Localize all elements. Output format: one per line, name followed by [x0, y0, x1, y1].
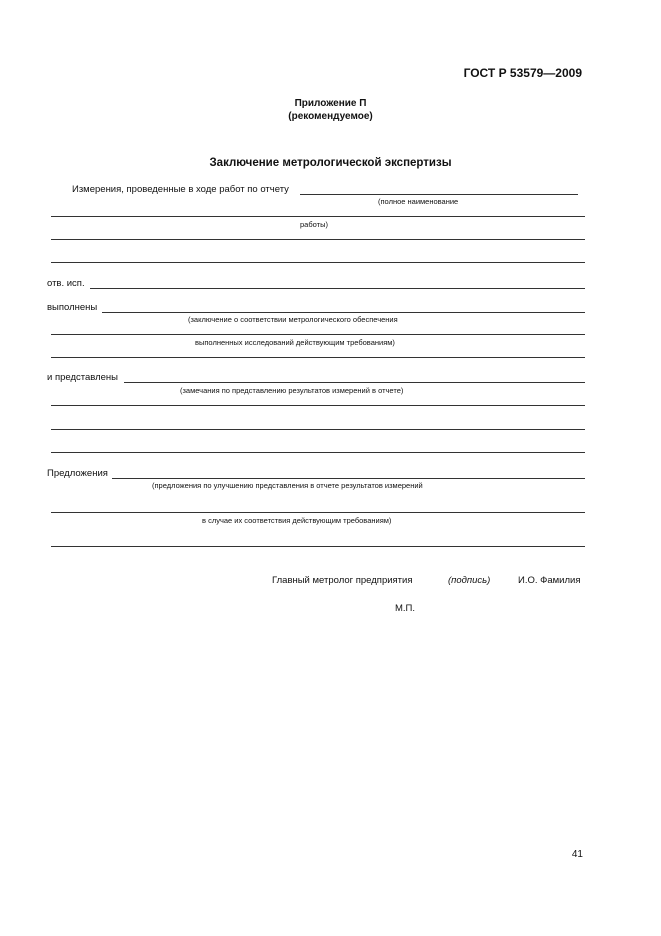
- report-field-line[interactable]: [300, 194, 578, 195]
- proposals-field-line[interactable]: [112, 478, 585, 479]
- hint-remarks: (замечания по представлению результатов измерений в отчете): [180, 386, 404, 395]
- hint-conclusion-2: выполненных исследований действующим требованиям): [195, 338, 395, 347]
- appendix-type: (рекомендуемое): [288, 111, 373, 122]
- stamp-place: М.П.: [395, 603, 416, 614]
- hint-work: работы): [300, 220, 328, 229]
- resp-label: отв. исп.: [47, 278, 85, 289]
- hint-proposals: (предложения по улучшению представления в отчете результатов измерений: [152, 481, 423, 490]
- proposals-field-line-2[interactable]: [51, 512, 585, 513]
- resp-field-line[interactable]: [90, 288, 585, 289]
- signature-name: И.О. Фамилия: [518, 575, 581, 586]
- blank-line-3[interactable]: [51, 357, 585, 358]
- performed-label: выполнены: [47, 302, 98, 313]
- blank-line-7[interactable]: [51, 546, 585, 547]
- performed-field-line[interactable]: [102, 312, 585, 313]
- presented-field-line[interactable]: [124, 382, 585, 383]
- standard-number: ГОСТ Р 53579—2009: [463, 66, 582, 80]
- signature-position: Главный метролог предприятия: [272, 575, 413, 586]
- signature-sign: (подпись): [448, 575, 491, 586]
- hint-conclusion: (заключение о соответствии метрологического обеспечения: [188, 315, 398, 324]
- measurements-label: Измерения, проведенные в ходе работ по отчету: [72, 184, 289, 195]
- blank-line-1[interactable]: [51, 239, 585, 240]
- performed-field-line-2[interactable]: [51, 334, 585, 335]
- report-field-line-2[interactable]: [51, 216, 585, 217]
- blank-line-6[interactable]: [51, 452, 585, 453]
- blank-line-5[interactable]: [51, 429, 585, 430]
- hint-proposals-2: в случае их соответствия действующим требованиям): [202, 516, 392, 525]
- appendix-heading: [0, 97, 661, 123]
- page-number: 41: [571, 849, 583, 860]
- hint-full-name: (полное наименование: [378, 197, 459, 206]
- appendix-name: Приложение П: [294, 98, 367, 109]
- presented-label: и представлены: [47, 372, 118, 383]
- document-title: Заключение метрологической экспертизы: [209, 157, 452, 169]
- blank-line-2[interactable]: [51, 262, 585, 263]
- blank-line-4[interactable]: [51, 405, 585, 406]
- proposals-label: Предложения: [47, 468, 108, 479]
